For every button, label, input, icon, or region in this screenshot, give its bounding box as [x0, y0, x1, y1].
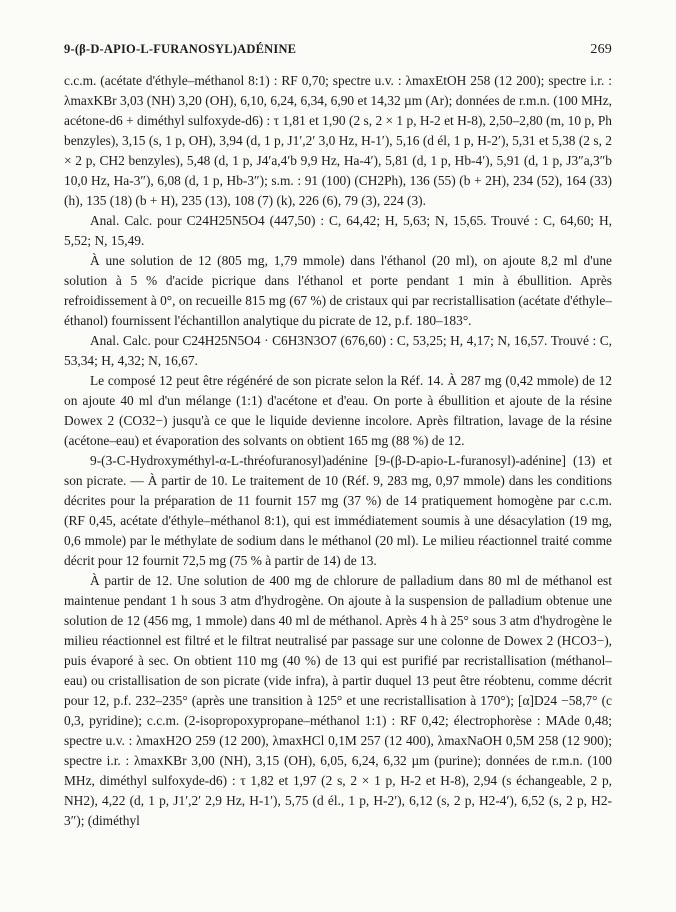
- running-title: 9-(β-D-APIO-L-FURANOSYL)ADÉNINE: [64, 42, 297, 56]
- picrate-preparation-paragraph: À une solution de 12 (805 mg, 1,79 mmole) dans l'éthanol (20 ml), on ajoute 8,2 ml d'une solution à 5 % d'acide picrique dans l'éthanol et porte pendant 1 min à ébullition. Après refroidissement à 0°, on recueille 815 mg (67 %) de cristaux qui par recristallisation (acétate d'éthyle–éthanol) fournissent l'échantillon analytique du picrate de 12, p.f. 180–183°.: [64, 253, 612, 328]
- article-body: [64, 71, 612, 831]
- regeneration-paragraph: Le composé 12 peut être régénéré de son picrate selon la Réf. 14. À 287 mg (0,42 mmole) de 12 on ajoute 40 ml d'un mélange (1:1) d'acétone et d'eau. On porte à ébullition et ajoute de la résine Dowex 2 (CO32−) jusqu'à ce que le liquide devienne incolore. Après filtration, lavage de la résine (acétone–eau) et évaporation des solvants on obtient 165 mg (88 %) de 12.: [64, 373, 612, 448]
- nmr-data-paragraph: c.c.m. (acétate d'éthyle–méthanol 8:1) : RF 0,70; spectre u.v. : λmaxEtOH 258 (12 200); spectre i.r. : λmaxKBr 3,03 (NH) 3,20 (OH), 6,10, 6,24, 6,34, 6,90 et 14,32 µm (Ar); données de r.m.n. (100 MHz, acétone-d6 + diméthyl sulfoxyde-d6) : τ 1,81 et 1,90 (2 s, 2 × 1 p, H-2 et H-8), 2,50–2,80 (m, 10 p, Ph benzyles), 3,15 (s, 1 p, OH), 3,94 (d, 1 p, J1′,2′ 3,0 Hz, H-1′), 5,16 (d él, 1 p, H-2′), 5,31 et 5,38 (2 s, 2 × 2 p, CH2 benzyles), 5,48 (d, 1 p, J4′a,4′b 9,9 Hz, Ha-4′), 5,81 (d, 1 p, Hb-4′), 5,91 (d, 1 p, J3″a,3″b 10,0 Hz, Ha-3″), 6,08 (d, 1 p, Hb-3″); s.m. : 91 (100) (CH2Ph), 136 (55) (b + 2H), 234 (52), 164 (33) (h), 135 (18) (b + H), 235 (13), 108 (7) (k), 226 (6), 79 (3), 224 (3).: [64, 73, 612, 208]
- compound-13-section-paragraph: 9-(3-C-Hydroxyméthyl-α-L-thréofuranosyl)adénine [9-(β-D-apio-L-furanosyl)-adénine] (13) et son picrate. — À partir de 10. Le traitement de 10 (Réf. 9, 283 mg, 0,97 mmole) dans les conditions décrites pour la préparation de 11 fournit 157 mg (37 %) de 14 pratiquement homogène par c.c.m. (RF 0,45, acétate d'éthyle–méthanol 8:1), qui est immédiatement soumis à une désacylation (19 mg, 0,6 mmole) par le méthylate de sodium dans le méthanol (20 ml). Le milieu réactionnel traité comme décrit pour 12 fournit 72,5 mg (75 % à partir de 14) de 13.: [64, 453, 612, 568]
- page-number: 269: [590, 42, 612, 57]
- analysis-paragraph-2: Anal. Calc. pour C24H25N5O4 · C6H3N3O7 (676,60) : C, 53,25; H, 4,17; N, 16,57. Trouvé : C, 53,34; H, 4,32; N, 16,67.: [64, 333, 612, 368]
- from-12-paragraph: À partir de 12. Une solution de 400 mg de chlorure de palladium dans 80 ml de méthanol est maintenue pendant 1 h sous 3 atm d'hydrogène. On ajoute à la suspension de palladium obtenue une solution de 12 (456 mg, 1 mmole) dans 40 ml de méthanol. Après 4 h à 25° sous 3 atm d'hydrogène le milieu réactionnel est filtré et le filtrat neutralisé par passage sur une colonne de Dowex 2 (HCO3−), puis évaporé à sec. On obtient 110 mg (40 %) de 13 qui est purifié par recristallisation (méthanol–eau) ou cristallisation de son picrate (vide infra), à partir duquel 13 peut être réobtenu, comme décrit pour 12, p.f. 232–235° (après une transition à 125° et une recristallisation à 170°); [α]D24 −58,7° (c 0,3, pyridine); c.c.m. (2-isopropoxypropane–méthanol 1:1) : RF 0,42; électrophorèse : MAde 0,48; spectre u.v. : λmaxH2O 259 (12 200), λmaxHCl 0,1M 257 (12 400), λmaxNaOH 0,5M 258 (12 900); spectre i.r. : λmaxKBr 3,00 (NH), 3,15 (OH), 6,05, 6,24, 6,32 µm (purine); données de r.m.n. (100 MHz, diméthyl sulfoxyde-d6) : τ 1,82 et 1,97 (2 s, 2 × 1 p, H-2 et H-8), 2,94 (s échangeable, 2 p, NH2), 4,22 (d, 1 p, J1′,2′ 2,9 Hz, H-1′), 5,75 (d él., 1 p, H-2′), 6,12 (s, 2 p, H2-4′), 6,52 (s, 2 p, H2-3″); (diméthyl: [64, 573, 612, 828]
- analysis-paragraph-1: Anal. Calc. pour C24H25N5O4 (447,50) : C, 64,42; H, 5,63; N, 15,65. Trouvé : C, 64,60; H, 5,52; N, 15,49.: [64, 213, 612, 248]
